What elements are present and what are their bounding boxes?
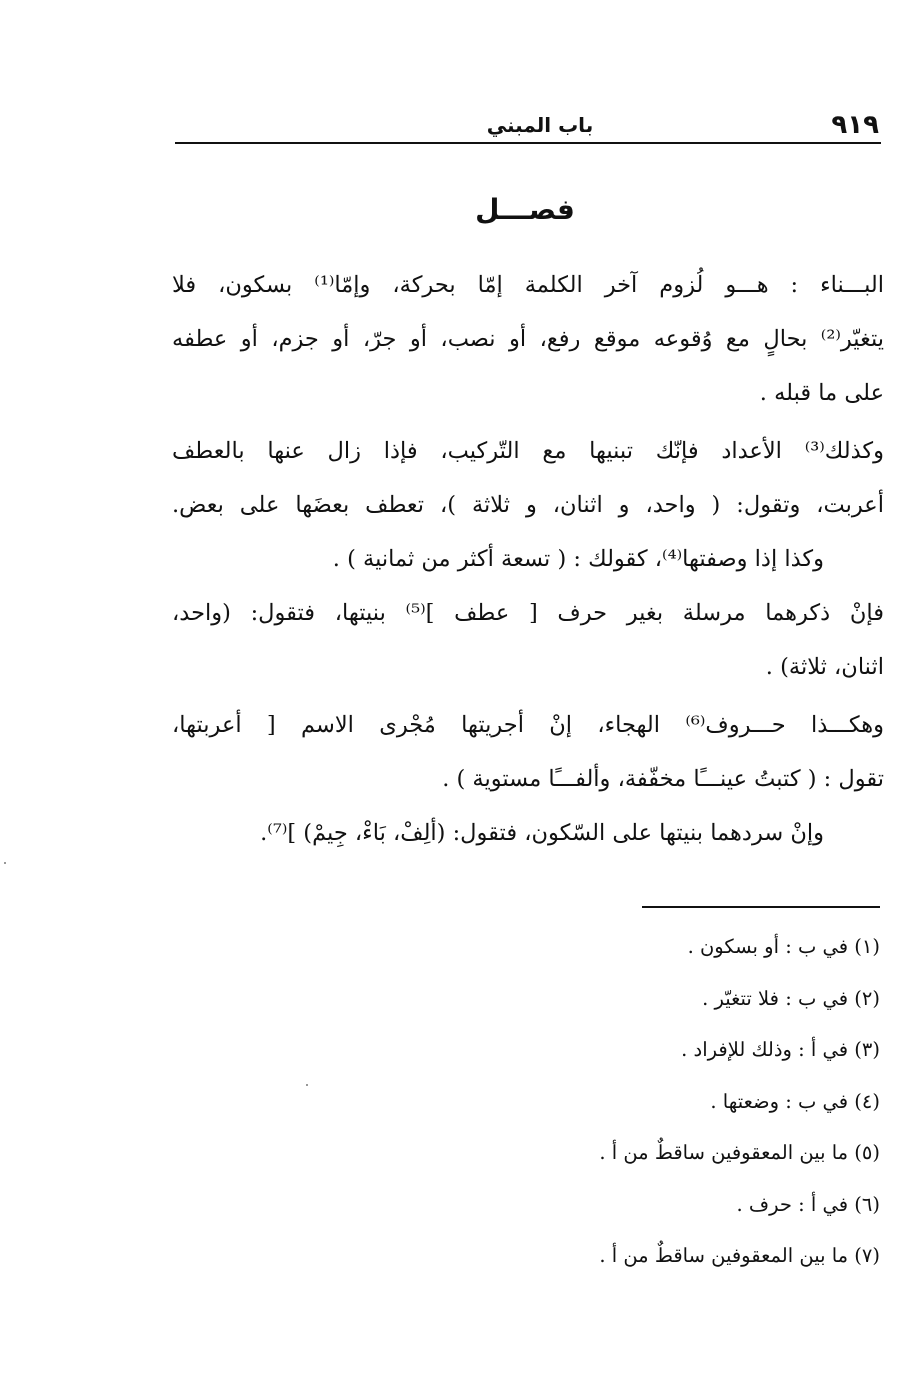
text-line: فإنْ ذكرهما مرسلة بغير حرف [ عطف ]⁽⁵⁾ بنيتها، فتقول: (واحد،	[172, 600, 884, 626]
text-line: البـــناء : هـــو لُزوم آخر الكلمة إمّا بحركة، وإمّا⁽¹⁾ بسكون، فلا	[172, 272, 884, 298]
text-line: وهكـــذا حـــروف⁽⁶⁾ الهجاء، إنْ أجريتها مُجْرى الاسم [ أعربتها،	[172, 712, 884, 738]
footnote-separator	[642, 906, 880, 908]
text-line: تقول : ( كتبتُ عينـــًا مخفّفة، وألفـــًا مستوية ) .	[442, 766, 884, 792]
footnote: (٣) في أ : وذلك للإفراد .	[681, 1038, 880, 1061]
text-line: وكذلك⁽³⁾ الأعداد فإنّك تبنيها مع التّركيب، فإذا زال عنها بالعطف	[172, 438, 884, 464]
page-header	[175, 108, 881, 144]
footnote: (٧) ما بين المعقوفين ساقطٌ من أ .	[599, 1244, 880, 1267]
text-line: اثنان، ثلاثة) .	[765, 654, 884, 680]
scan-speck	[306, 1084, 308, 1086]
text-line: أعربت، وتقول: ( واحد، و اثنان، و ثلاثة )، تعطف بعضَها على بعض.	[172, 492, 884, 518]
main-text	[172, 258, 884, 860]
footnote: (٥) ما بين المعقوفين ساقطٌ من أ .	[599, 1141, 880, 1164]
footnotes	[300, 925, 880, 1286]
footnote: (٦) في أ : حرف .	[736, 1192, 880, 1216]
running-title: باب المبني	[486, 113, 594, 137]
footnote: (٢) في ب : فلا تتغيّر .	[702, 986, 880, 1010]
page-number: ٩١٩	[831, 110, 879, 140]
footnote: (١) في ب : أو بسكون .	[687, 935, 880, 958]
footnote: (٤) في ب : وضعتها .	[710, 1089, 880, 1113]
text-line: يتغيّر⁽²⁾ بحالٍ مع وُقوعه موقع رفع، أو نصب، أو جرّ، أو جزم، أو عطفه	[172, 326, 884, 352]
scan-speck	[4, 862, 6, 864]
text-line: وإنْ سردهما بنيتها على السّكون، فتقول: (ألِفْ، بَاءْ، جِيمْ) ]⁽⁷⁾.	[260, 820, 824, 846]
text-line: وكذا إذا وصفتها⁽⁴⁾، كقولك : ( تسعة أكثر من ثمانية ) .	[332, 546, 824, 572]
section-heading: فصـــل	[475, 193, 575, 226]
text-line: على ما قبله .	[759, 380, 884, 406]
